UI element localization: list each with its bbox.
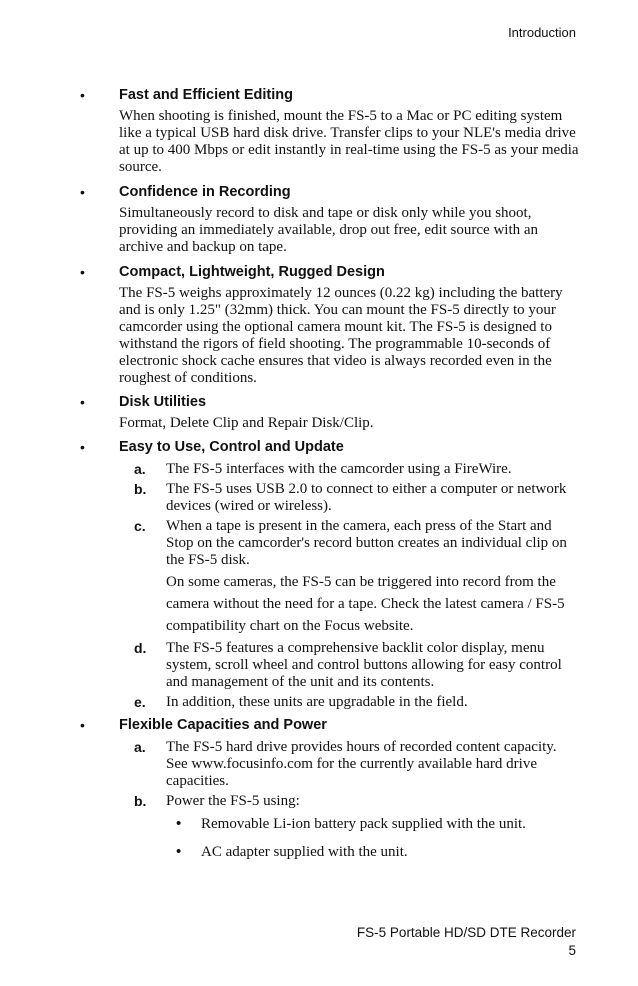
list-item <box>176 841 580 863</box>
item-letter: e. <box>134 694 146 710</box>
section-body: When shooting is finished, mount the FS-5 to a Mac or PC editing system like a typical USB hard disk drive. Transfer clips to your NLE's media drive at up to 400 Mbps or edit instantly in real-time using the FS-5 as your media source. <box>119 108 579 175</box>
item-text: AC adapter supplied with the unit. <box>201 844 408 860</box>
bullet-icon: • <box>80 717 85 733</box>
item-text: The FS-5 interfaces with the camcorder using a FireWire. <box>166 461 512 477</box>
section-title: Confidence in Recording <box>119 184 291 200</box>
section-title: Easy to Use, Control and Update <box>119 439 344 455</box>
item-letter: a. <box>134 739 146 755</box>
section-title: Fast and Efficient Editing <box>119 87 294 103</box>
list-item <box>134 739 580 790</box>
item-text: In addition, these units are upgradable in the field. <box>166 694 468 710</box>
bullet-icon: • <box>80 394 85 410</box>
section-title: Flexible Capacities and Power <box>119 717 327 733</box>
section-flexible-capacities <box>80 716 580 863</box>
section-compact-design <box>80 263 580 387</box>
section-body: Simultaneously record to disk and tape or disk only while you shoot, providing an immediately available, drop out free, edit source with an archive and backup on tape. <box>119 205 539 255</box>
item-letter: c. <box>134 518 146 534</box>
footer-product: FS-5 Portable HD/SD DTE Recorder <box>356 925 576 940</box>
list-item <box>134 461 580 478</box>
section-title: Disk Utilities <box>119 394 207 410</box>
bullet-icon: • <box>80 439 85 455</box>
list-item <box>134 640 580 691</box>
bullet-icon: • <box>80 87 85 103</box>
item-text: Power the FS-5 using: <box>166 793 300 809</box>
list-item <box>134 793 580 863</box>
section-disk-utilities <box>80 393 580 432</box>
item-letter: b. <box>134 481 147 497</box>
list-item <box>176 813 580 835</box>
list-item <box>134 481 580 515</box>
section-body: Format, Delete Clip and Repair Disk/Clip. <box>119 415 374 431</box>
bullet-icon: • <box>176 843 182 860</box>
running-header: Introduction <box>508 25 576 40</box>
section-title: Compact, Lightweight, Rugged Design <box>119 264 385 280</box>
bullet-icon: • <box>80 184 85 200</box>
item-text: The FS-5 uses USB 2.0 to connect to either a computer or network devices (wired or wireless). <box>166 481 567 514</box>
list-item <box>134 694 580 711</box>
item-text: The FS-5 features a comprehensive backlit color display, menu system, scroll wheel and control buttons allowing for easy control and management of the unit and its contents. <box>166 640 562 690</box>
section-confidence-recording <box>80 183 580 256</box>
item-letter: a. <box>134 461 146 477</box>
item-letter: d. <box>134 640 147 656</box>
item-text: Removable Li-ion battery pack supplied with the unit. <box>201 816 526 832</box>
lettered-list <box>134 739 580 863</box>
section-easy-to-use <box>80 438 580 711</box>
list-item <box>134 518 580 637</box>
item-letter: b. <box>134 793 147 809</box>
section-fast-editing <box>80 86 580 176</box>
page-footer <box>357 924 576 960</box>
power-options-list <box>176 813 580 863</box>
section-body: The FS-5 weighs approximately 12 ounces (0.22 kg) including the battery and is only 1.25" (32mm) thick. You can mount the FS-5 directly to your camcorder using the optional camera mount kit. The FS-5 is designed to withstand the rigors of field shooting. The programmable 10-seconds of electronic shock cache ensures that video is always recorded even in the roughest of conditions. <box>119 285 563 386</box>
lettered-list <box>134 461 580 711</box>
bullet-icon: • <box>176 815 182 832</box>
item-text: The FS-5 hard drive provides hours of recorded content capacity. See www.focusinfo.com for the currently available hard drive capacities. <box>166 739 557 789</box>
item-note: On some cameras, the FS-5 can be triggered into record from the camera without the need for a tape. Check the latest camera / FS-5 compatibility chart on the Focus website. <box>166 574 565 634</box>
item-text: When a tape is present in the camera, each press of the Start and Stop on the camcorder's record button creates an individual clip on the FS-5 disk. <box>166 518 567 568</box>
page-number: 5 <box>568 943 576 958</box>
page-content <box>80 86 580 869</box>
bullet-icon: • <box>80 264 85 280</box>
